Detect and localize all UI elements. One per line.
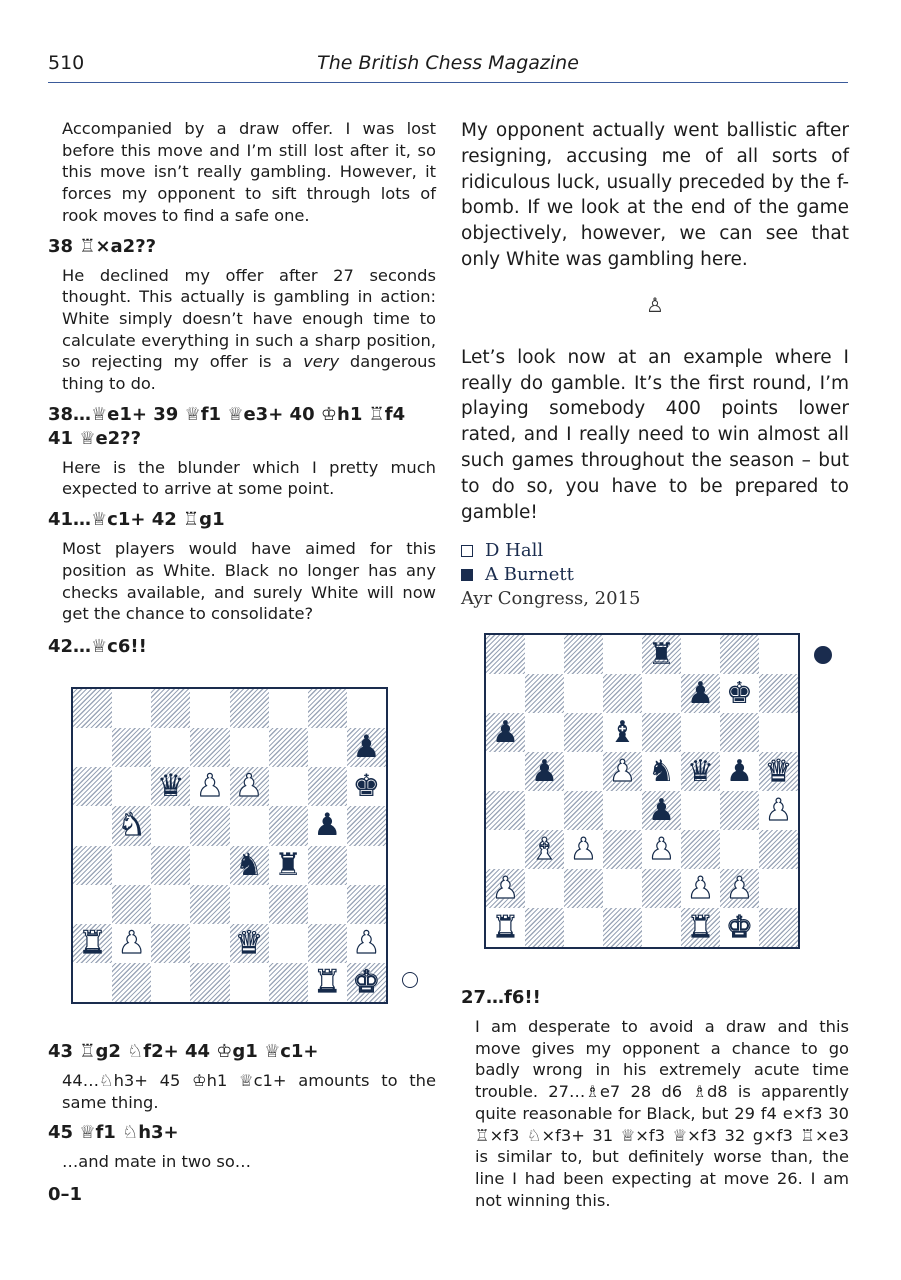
black-knight-icon: ♞ <box>235 846 263 883</box>
white-rook-icon: ♜ <box>313 963 342 1000</box>
pawn-separator-icon: ♙ <box>646 292 664 317</box>
white-pawn-icon: ♟ <box>609 753 636 789</box>
square-h3 <box>347 885 386 924</box>
body-paragraph: Let’s look now at an example where I really do gamble. It’s the first round, I’m playing somebody 400 points lower rated, and I really need to win almost all such games throughout the season – but to do so, you have to be prepared to gamble! <box>461 346 849 523</box>
square-c8 <box>151 689 190 728</box>
white-queen-icon: ♛ <box>235 924 263 961</box>
square-h5 <box>759 752 798 791</box>
black-king-icon: ♚ <box>352 768 381 805</box>
square-f2 <box>269 924 308 963</box>
square-a2 <box>486 869 525 908</box>
move-line: 41…♕c1+ 42 ♖g1 <box>48 509 225 531</box>
square-c7 <box>151 728 190 767</box>
white-queen-icon: ♛ <box>765 753 792 789</box>
move-line: 43 ♖g2 ♘f2+ 44 ♔g1 ♕c1+ <box>48 1041 319 1062</box>
square-a3 <box>486 830 525 869</box>
square-f3 <box>681 830 720 869</box>
page-header <box>48 48 848 83</box>
square-f5 <box>269 806 308 845</box>
square-a4 <box>73 846 112 885</box>
square-a8 <box>73 689 112 728</box>
annotation-note: Accompanied by a draw offer. I was lost before this move and I’m still lost after it, so this move isn’t really gambling. However, it forces my opponent to sift through lots of rook moves to find a safe one. <box>62 119 436 225</box>
square-g3 <box>720 830 759 869</box>
white-pawn-icon: ♟ <box>765 792 792 828</box>
square-c4 <box>151 846 190 885</box>
square-b3 <box>112 885 151 924</box>
square-g2 <box>720 869 759 908</box>
annotation-note: …and mate in two so… <box>62 1152 252 1172</box>
black-bishop-icon: ♝ <box>609 714 636 750</box>
right-column-lower <box>461 986 849 1211</box>
black-pawn-icon: ♟ <box>726 753 753 789</box>
square-h7 <box>759 674 798 713</box>
square-f5 <box>681 752 720 791</box>
square-e8 <box>230 689 269 728</box>
square-h8 <box>347 689 386 728</box>
square-d2 <box>190 924 229 963</box>
square-g6 <box>720 713 759 752</box>
square-g7 <box>720 674 759 713</box>
square-a5 <box>73 806 112 845</box>
white-bishop-icon: ♝ <box>531 831 558 867</box>
square-h7 <box>347 728 386 767</box>
square-a2 <box>73 924 112 963</box>
square-a1 <box>486 908 525 947</box>
square-h5 <box>347 806 386 845</box>
square-f7 <box>681 674 720 713</box>
square-d7 <box>190 728 229 767</box>
square-e7 <box>230 728 269 767</box>
black-pawn-icon: ♟ <box>313 807 342 844</box>
square-c4 <box>564 791 603 830</box>
square-b4 <box>112 846 151 885</box>
square-h8 <box>759 635 798 674</box>
square-g8 <box>308 689 347 728</box>
square-a4 <box>486 791 525 830</box>
square-a7 <box>486 674 525 713</box>
black-rook-icon: ♜ <box>274 846 303 883</box>
square-e8 <box>642 635 681 674</box>
square-f8 <box>269 689 308 728</box>
square-d5 <box>603 752 642 791</box>
square-f4 <box>681 791 720 830</box>
white-to-move-indicator <box>402 972 418 988</box>
square-c1 <box>151 963 190 1002</box>
square-c6 <box>151 767 190 806</box>
chess-diagram-2 <box>484 633 800 949</box>
black-knight-icon: ♞ <box>648 753 675 789</box>
black-to-move-indicator <box>814 646 832 664</box>
black-pawn-icon: ♟ <box>687 675 714 711</box>
square-b1 <box>112 963 151 1002</box>
square-a3 <box>73 885 112 924</box>
square-a1 <box>73 963 112 1002</box>
square-g4 <box>720 791 759 830</box>
square-e5 <box>642 752 681 791</box>
square-f3 <box>269 885 308 924</box>
square-h4 <box>759 791 798 830</box>
square-b2 <box>112 924 151 963</box>
square-g1 <box>308 963 347 1002</box>
black-queen-icon: ♛ <box>687 753 714 789</box>
annotation-note: He declined my offer after 27 seconds thought. This actually is gambling in action: White simply doesn’t have enough time to calculate everything in such a sharp position, so rejecting my offer is a very dangerous thing to do. <box>62 265 436 394</box>
white-rook-icon: ♜ <box>687 909 714 945</box>
square-d6 <box>190 767 229 806</box>
white-king-icon: ♚ <box>352 963 381 1000</box>
white-pawn-icon: ♟ <box>352 924 381 961</box>
square-d5 <box>190 806 229 845</box>
square-h1 <box>759 908 798 947</box>
magazine-title: The British Chess Magazine <box>317 52 579 74</box>
square-e6 <box>642 713 681 752</box>
square-g3 <box>308 885 347 924</box>
square-c1 <box>564 908 603 947</box>
square-h3 <box>759 830 798 869</box>
square-d8 <box>603 635 642 674</box>
square-f2 <box>681 869 720 908</box>
square-d4 <box>603 791 642 830</box>
game-result: 0–1 <box>48 1184 83 1206</box>
square-c2 <box>151 924 190 963</box>
square-d8 <box>190 689 229 728</box>
square-b5 <box>525 752 564 791</box>
square-h1 <box>347 963 386 1002</box>
square-c6 <box>564 713 603 752</box>
square-f7 <box>269 728 308 767</box>
move-line: 38 ♖×a2?? <box>48 235 157 257</box>
square-f8 <box>681 635 720 674</box>
black-queen-icon: ♛ <box>156 768 185 805</box>
square-c5 <box>564 752 603 791</box>
square-e4 <box>230 846 269 885</box>
event-name: Ayr Congress, 2015 <box>461 588 641 610</box>
square-d3 <box>603 830 642 869</box>
square-e3 <box>230 885 269 924</box>
annotation-note: I am desperate to avoid a draw and this move gives my opponent a chance to go badly wrong in his extremely acute time trouble. 27…♗e7 28 d6 ♗d8 is apparently quite reasonable for Black, but 29 f4 e×f3 30 ♖×f3 ♘×f3+ 31 ♕×f3 ♕×f3 32 g×f3 ♖×e3 is similar to, but definitely worse than, the line I had been expecting at move 26. I am not winning this. <box>475 1017 849 1210</box>
black-pawn-icon: ♟ <box>648 792 675 828</box>
square-e4 <box>642 791 681 830</box>
move-line: 42…♕c6!! <box>48 635 147 657</box>
square-a8 <box>486 635 525 674</box>
square-e1 <box>642 908 681 947</box>
annotation-note: Most players would have aimed for this position as White. Black no longer has any checks available, and surely White will now get the chance to consolidate? <box>62 539 436 624</box>
square-f6 <box>681 713 720 752</box>
square-d1 <box>603 908 642 947</box>
white-rook-icon: ♜ <box>492 909 519 945</box>
left-column <box>48 118 436 665</box>
square-e5 <box>230 806 269 845</box>
square-e2 <box>642 869 681 908</box>
annotation-note: 44…♘h3+ 45 ♔h1 ♕c1+ amounts to the same thing. <box>62 1071 436 1112</box>
square-g4 <box>308 846 347 885</box>
square-e6 <box>230 767 269 806</box>
square-c8 <box>564 635 603 674</box>
square-g6 <box>308 767 347 806</box>
black-king-icon: ♚ <box>726 675 753 711</box>
square-b6 <box>112 767 151 806</box>
square-a6 <box>73 767 112 806</box>
square-g1 <box>720 908 759 947</box>
black-rook-icon: ♜ <box>648 636 675 672</box>
black-pawn-icon: ♟ <box>492 714 519 750</box>
white-pawn-icon: ♟ <box>235 768 263 805</box>
square-d3 <box>190 885 229 924</box>
white-king-icon: ♚ <box>726 909 753 945</box>
square-h4 <box>347 846 386 885</box>
white-pawn-icon: ♟ <box>117 924 146 961</box>
square-h2 <box>759 869 798 908</box>
square-f1 <box>269 963 308 1002</box>
left-column-lower <box>48 1040 436 1213</box>
square-h6 <box>347 767 386 806</box>
square-g5 <box>308 806 347 845</box>
black-player: A Burnett <box>485 564 574 586</box>
square-e3 <box>642 830 681 869</box>
move-line: 45 ♕f1 ♘h3+ <box>48 1122 179 1144</box>
page-number: 510 <box>48 52 85 74</box>
black-square-icon <box>461 569 473 581</box>
white-pawn-icon: ♟ <box>196 768 224 805</box>
square-d2 <box>603 869 642 908</box>
square-d6 <box>603 713 642 752</box>
white-rook-icon: ♜ <box>78 924 107 961</box>
white-player: D Hall <box>485 540 544 562</box>
emphasis: very <box>303 352 340 372</box>
body-paragraph: My opponent actually went ballistic after resigning, accusing me of all sorts of ridiculous luck, usually preceded by the f-bomb. If we look at the end of the game objectively, however, we can see that only White was gambling here. <box>461 120 849 270</box>
square-a7 <box>73 728 112 767</box>
square-b1 <box>525 908 564 947</box>
square-f6 <box>269 767 308 806</box>
square-b2 <box>525 869 564 908</box>
square-b3 <box>525 830 564 869</box>
square-e1 <box>230 963 269 1002</box>
square-a5 <box>486 752 525 791</box>
square-e2 <box>230 924 269 963</box>
square-c5 <box>151 806 190 845</box>
move-line: 38…♕e1+ 39 ♕f1 ♕e3+ 40 ♔h1 ♖f4 41 ♕e2?? <box>48 403 406 449</box>
square-b6 <box>525 713 564 752</box>
square-h2 <box>347 924 386 963</box>
square-b7 <box>112 728 151 767</box>
square-d7 <box>603 674 642 713</box>
annotation-note: Here is the blunder which I pretty much expected to arrive at some point. <box>62 457 436 499</box>
white-pawn-icon: ♟ <box>570 831 597 867</box>
move-line: 27…f6!! <box>461 987 541 1008</box>
square-d4 <box>190 846 229 885</box>
square-c7 <box>564 674 603 713</box>
game-header <box>461 539 849 611</box>
black-pawn-icon: ♟ <box>531 753 558 789</box>
square-b7 <box>525 674 564 713</box>
square-b5 <box>112 806 151 845</box>
square-f4 <box>269 846 308 885</box>
square-g5 <box>720 752 759 791</box>
white-square-icon <box>461 545 473 557</box>
square-g8 <box>720 635 759 674</box>
right-column <box>461 118 849 611</box>
square-c3 <box>564 830 603 869</box>
white-pawn-icon: ♟ <box>492 870 519 906</box>
square-f1 <box>681 908 720 947</box>
square-c3 <box>151 885 190 924</box>
square-a6 <box>486 713 525 752</box>
square-h6 <box>759 713 798 752</box>
square-g7 <box>308 728 347 767</box>
square-c2 <box>564 869 603 908</box>
square-e7 <box>642 674 681 713</box>
square-g2 <box>308 924 347 963</box>
square-b4 <box>525 791 564 830</box>
square-b8 <box>525 635 564 674</box>
black-pawn-icon: ♟ <box>352 729 381 766</box>
chess-diagram-1 <box>71 687 388 1004</box>
square-d1 <box>190 963 229 1002</box>
white-pawn-icon: ♟ <box>687 870 714 906</box>
white-pawn-icon: ♟ <box>648 831 675 867</box>
white-knight-icon: ♞ <box>117 807 146 844</box>
white-pawn-icon: ♟ <box>726 870 753 906</box>
square-b8 <box>112 689 151 728</box>
